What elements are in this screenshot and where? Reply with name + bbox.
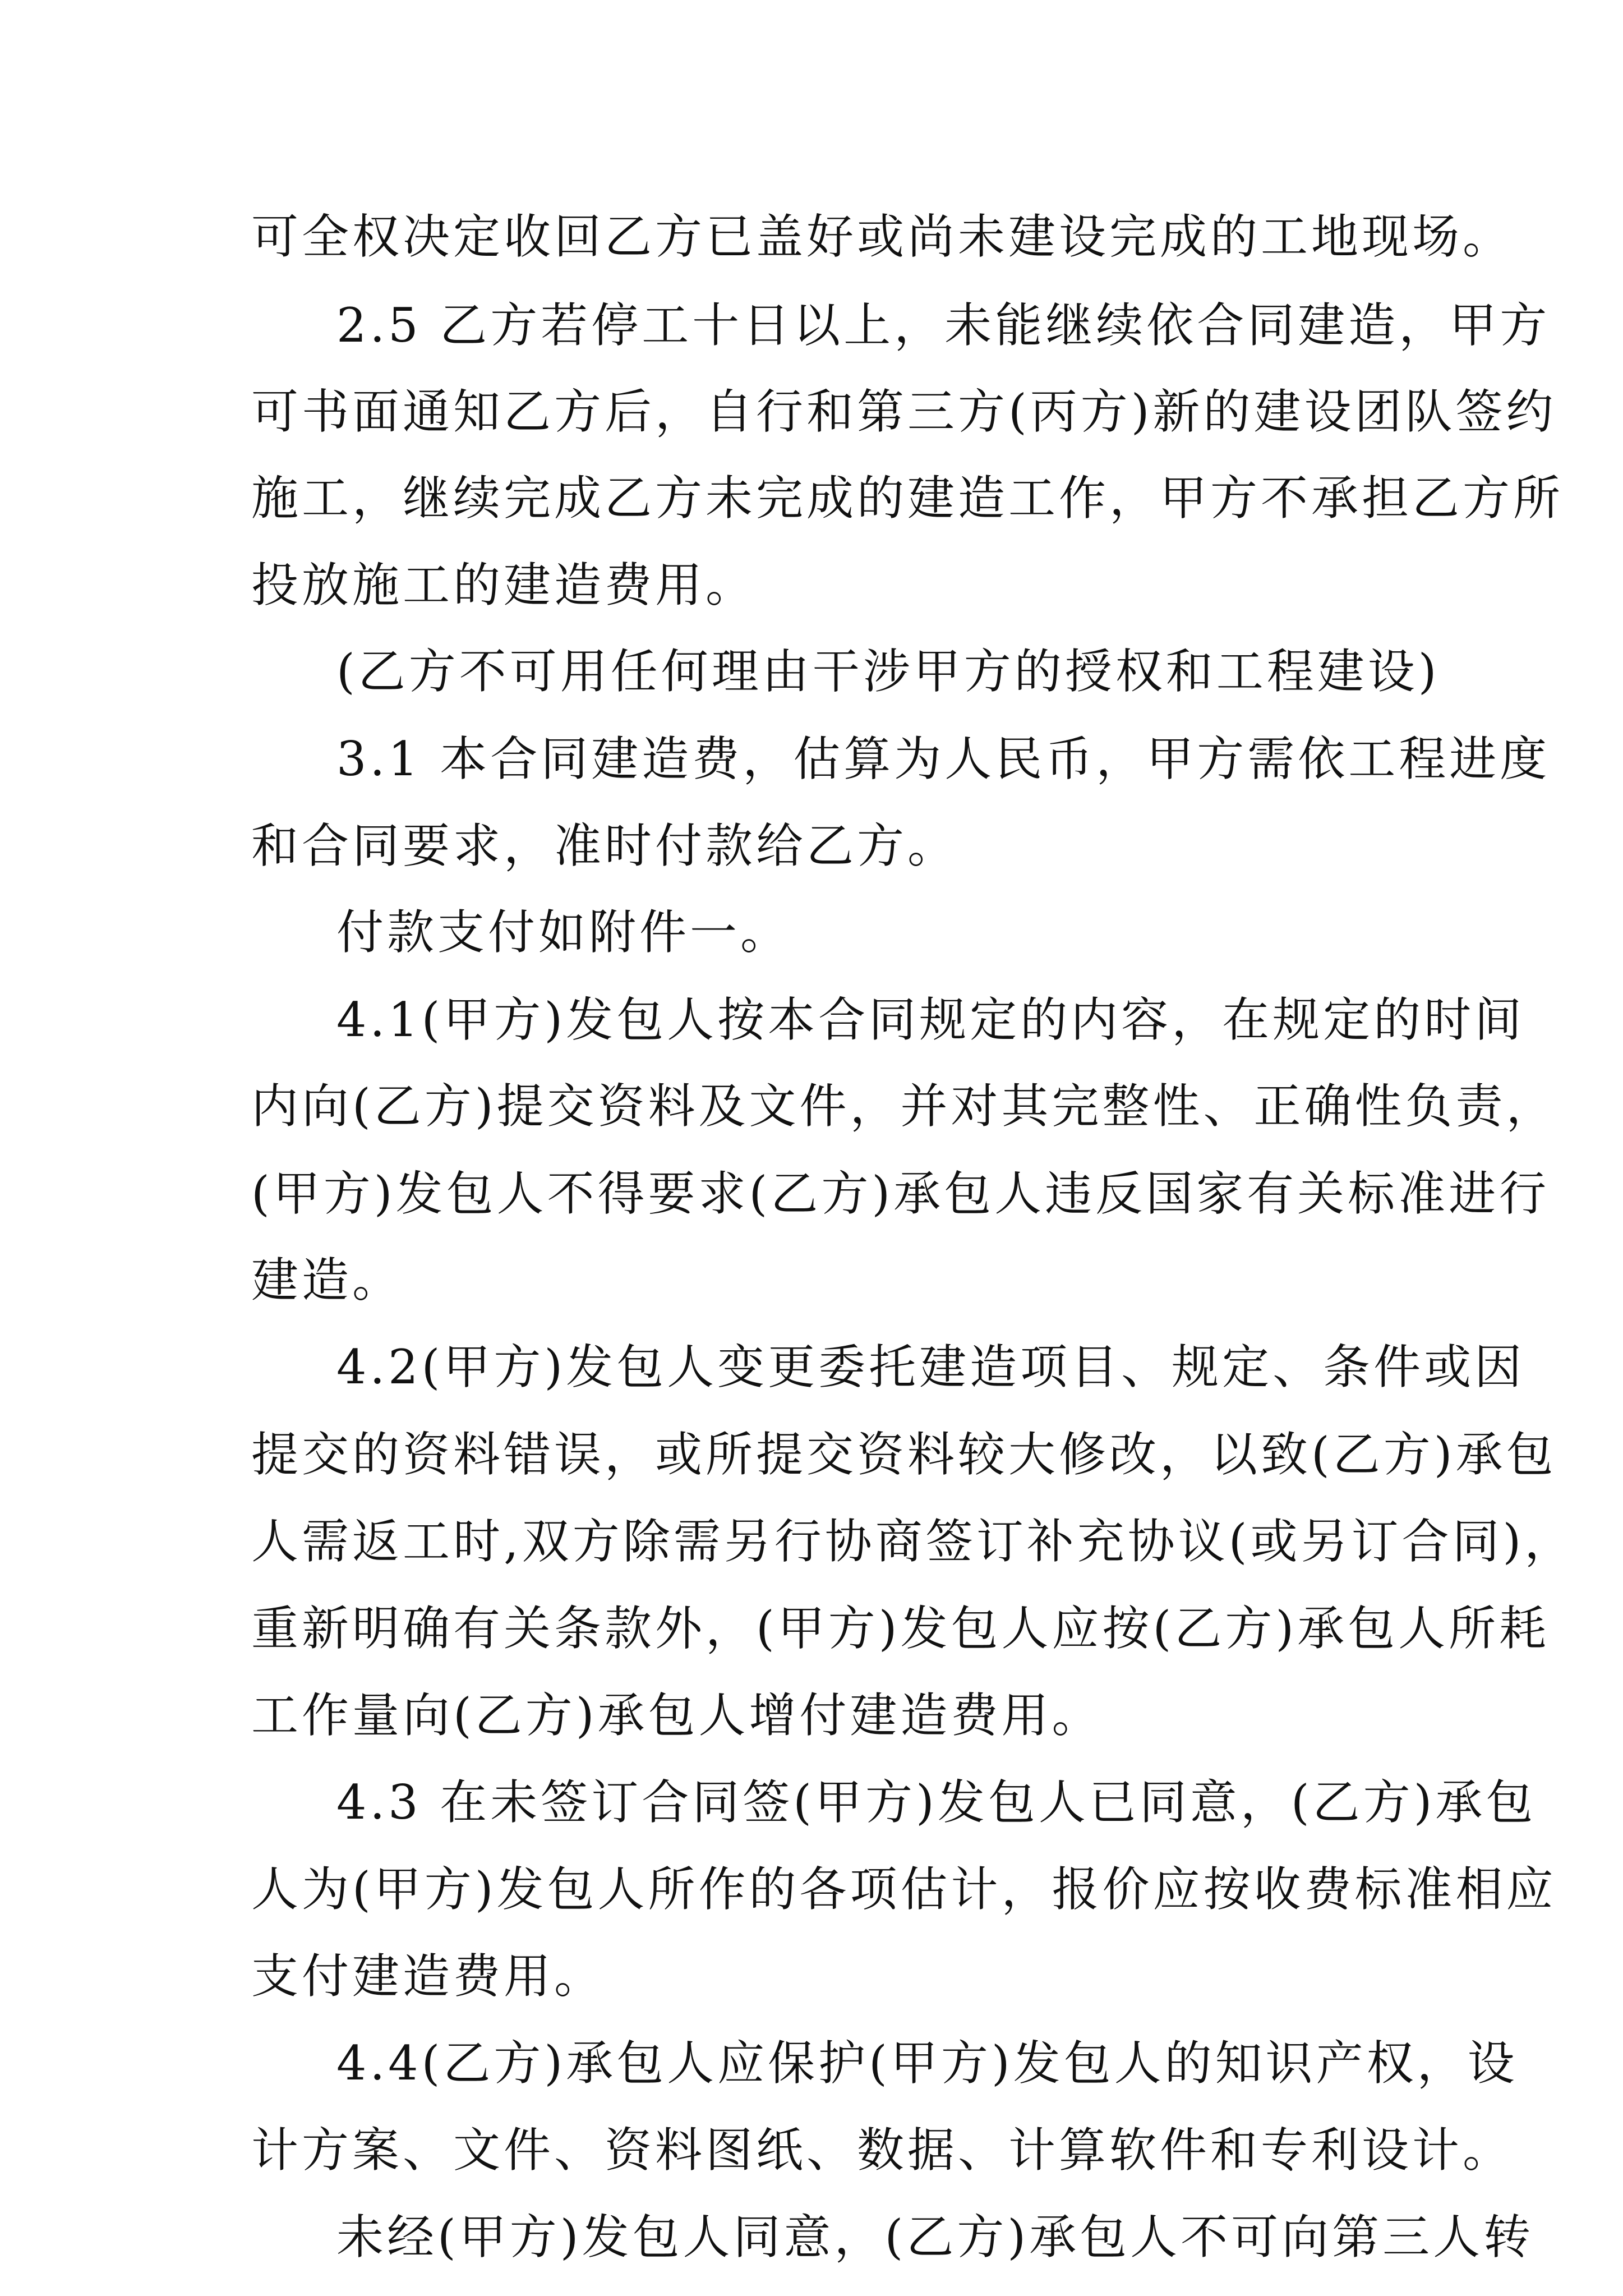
text-line: 和合同要求，准时付款给乙方。: [251, 818, 958, 873]
text-line: 建造。: [251, 1253, 403, 1308]
text-line: 施工，继续完成乙方未完成的建造工作，甲方不承担乙方所: [251, 471, 1564, 526]
text-line: 支付建造费用。: [251, 1949, 605, 2004]
text-line: (乙方不可用任何理由干涉甲方的授权和工程建设): [336, 644, 1440, 699]
text-line: 重新明确有关条款外，(甲方)发包人应按(乙方)承包人所耗: [251, 1601, 1550, 1656]
text-line: 可书面通知乙方后，自行和第三方(丙方)新的建设团队签约: [251, 384, 1557, 439]
text-line: 4.3 在未签订合同签(甲方)发包人已同意，(乙方)承包: [336, 1775, 1537, 1830]
text-line: 人需返工时,双方除需另行协商签订补充协议(或另订合同)，: [251, 1514, 1575, 1569]
text-line: 2.5 乙方若停工十日以上，未能继续依合同建造，甲方: [336, 298, 1551, 353]
text-line: 可全权决定收回乙方已盖好或尚未建设完成的工地现场。: [251, 209, 1514, 264]
text-line: 提交的资料错误，或所提交资料较大修改，以致(乙方)承包: [251, 1427, 1557, 1482]
text-line: 4.4(乙方)承包人应保护(甲方)发包人的知识产权，设: [336, 2036, 1518, 2091]
text-line: 内向(乙方)提交资料及文件，并对其完整性、正确性负责，: [251, 1079, 1557, 1134]
text-line: 工作量向(乙方)承包人增付建造费用。: [251, 1688, 1103, 1743]
text-line: 计方案、文件、资料图纸、数据、计算软件和专利设计。: [251, 2123, 1514, 2178]
text-line: 3.1 本合同建造费，估算为人民币，甲方需依工程进度: [336, 731, 1551, 786]
text-line: 4.2(甲方)发包人变更委托建造项目、规定、条件或因: [336, 1340, 1525, 1395]
text-line: 投放施工的建造费用。: [251, 558, 757, 613]
text-line: 付款支付如附件一。: [336, 905, 791, 960]
text-line: 未经(甲方)发包人同意，(乙方)承包人不可向第三人转: [336, 2210, 1534, 2265]
text-line: 4.1(甲方)发包人按本合同规定的内容，在规定的时间: [336, 992, 1525, 1047]
text-line: (甲方)发包人不得要求(乙方)承包人违反国家有关标准进行: [251, 1166, 1550, 1221]
text-line: 人为(甲方)发包人所作的各项估计，报价应按收费标准相应: [251, 1862, 1557, 1917]
